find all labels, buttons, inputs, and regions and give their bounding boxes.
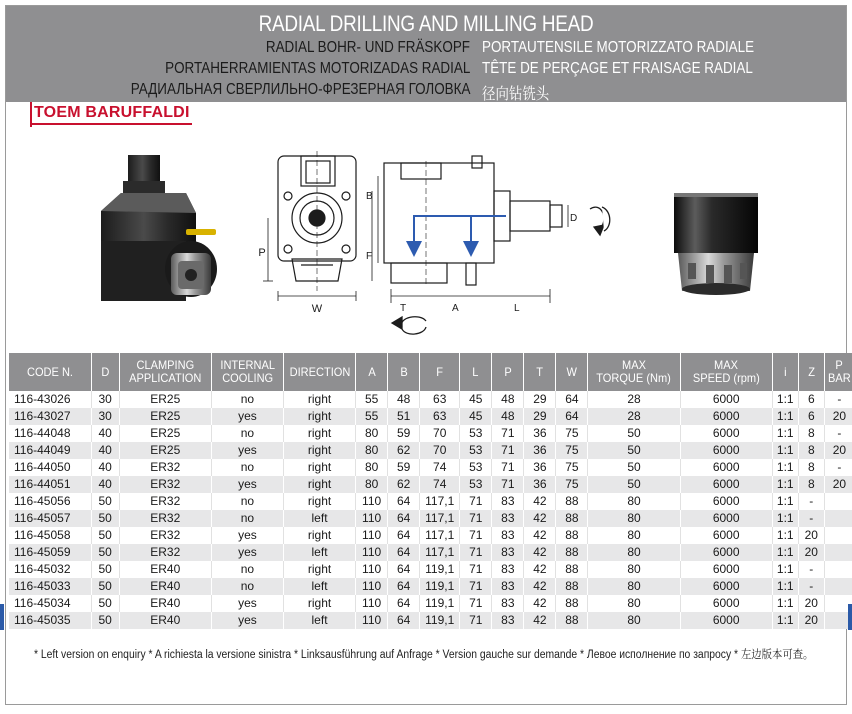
table-cell: 71: [460, 612, 492, 629]
table-cell: 80: [588, 578, 680, 595]
table-cell: 119,1: [420, 578, 460, 595]
table-cell: 110: [356, 612, 388, 629]
table-row: [9, 527, 852, 544]
table-cell: 71: [460, 595, 492, 612]
product-code-cell: 116-45034: [9, 595, 91, 612]
column-header: MAX TORQUE (Nm): [588, 353, 680, 391]
table-cell: 20: [824, 408, 852, 425]
table-cell: 110: [356, 561, 388, 578]
table-cell: 8: [798, 425, 824, 442]
table-cell: 6000: [680, 544, 772, 561]
table-row: [9, 544, 852, 561]
table-cell: [824, 544, 852, 561]
title-fr: TÊTE DE PERÇAGE ET FRAISAGE RADIAL: [482, 60, 753, 77]
table-cell: 50: [588, 442, 680, 459]
table-cell: 117,1: [420, 493, 460, 510]
table-cell: 40: [91, 425, 119, 442]
table-cell: 6: [798, 391, 824, 408]
table-cell: 119,1: [420, 595, 460, 612]
table-cell: 36: [524, 459, 556, 476]
table-cell: 8: [798, 442, 824, 459]
product-code-cell: 116-43026: [9, 391, 91, 408]
table-cell: right: [283, 459, 355, 476]
table-cell: 50: [91, 561, 119, 578]
table-cell: 1:1: [772, 425, 798, 442]
table-cell: ER32: [119, 527, 211, 544]
table-cell: left: [283, 578, 355, 595]
table-cell: [824, 510, 852, 527]
table-cell: 71: [460, 561, 492, 578]
table-cell: yes: [211, 442, 283, 459]
table-cell: 29: [524, 408, 556, 425]
left-page-tab: [0, 604, 4, 630]
table-cell: no: [211, 493, 283, 510]
table-cell: 83: [492, 578, 524, 595]
column-header: i: [772, 353, 798, 391]
table-cell: 88: [556, 510, 588, 527]
table-cell: 80: [588, 510, 680, 527]
column-header: P BAR: [824, 353, 852, 391]
product-code-cell: 116-45056: [9, 493, 91, 510]
footnote: * Left version on enquiry * A richiesta la versione sinistra * Linksausführung auf Anfrage * Version gauche sur demande * Левое исполнение по запросу * 左边版本可查。: [34, 649, 814, 661]
table-cell: 88: [556, 578, 588, 595]
table-cell: no: [211, 561, 283, 578]
product-code-cell: 116-45033: [9, 578, 91, 595]
catalog-page: [5, 5, 851, 705]
table-cell: 71: [492, 425, 524, 442]
column-header: T: [524, 353, 556, 391]
table-cell: 110: [356, 527, 388, 544]
table-cell: 1:1: [772, 459, 798, 476]
table-cell: 42: [524, 510, 556, 527]
table-cell: 80: [588, 544, 680, 561]
table-cell: 80: [588, 493, 680, 510]
table-cell: 110: [356, 544, 388, 561]
column-header: DIRECTION: [283, 353, 355, 391]
table-cell: 75: [556, 442, 588, 459]
table-cell: 62: [388, 476, 420, 493]
product-code-cell: 116-44050: [9, 459, 91, 476]
table-body: [9, 391, 852, 629]
product-code-cell: 116-45057: [9, 510, 91, 527]
table-cell: 53: [460, 442, 492, 459]
table-cell: 6000: [680, 408, 772, 425]
product-photo-head: [101, 155, 217, 301]
column-header: F: [420, 353, 460, 391]
table-cell: 59: [388, 459, 420, 476]
table-cell: 64: [556, 408, 588, 425]
table-cell: 6000: [680, 578, 772, 595]
table-header-row: [9, 353, 852, 391]
title-zh: 径向钻铣头: [482, 86, 550, 103]
title-ru: РАДИАЛЬНАЯ СВЕРЛИЛЬНО-ФРЕЗЕРНАЯ ГОЛОВКА: [130, 81, 470, 98]
table-cell: 80: [588, 527, 680, 544]
table-cell: 75: [556, 476, 588, 493]
product-code-cell: 116-44049: [9, 442, 91, 459]
table-cell: 6000: [680, 493, 772, 510]
table-cell: left: [283, 612, 355, 629]
table-cell: 6000: [680, 442, 772, 459]
page-title: RADIAL DRILLING AND MILLING HEAD: [258, 11, 594, 36]
table-cell: 45: [460, 391, 492, 408]
table-cell: 1:1: [772, 493, 798, 510]
front-view-drawing: [263, 151, 356, 301]
table-cell: 88: [556, 527, 588, 544]
table-cell: 88: [556, 612, 588, 629]
table-cell: 70: [420, 425, 460, 442]
table-cell: 63: [420, 408, 460, 425]
product-drawings: [6, 131, 846, 353]
table-cell: 110: [356, 595, 388, 612]
table-cell: ER40: [119, 612, 211, 629]
table-cell: no: [211, 578, 283, 595]
product-code-cell: 116-44051: [9, 476, 91, 493]
table-cell: 117,1: [420, 510, 460, 527]
table-cell: 6000: [680, 425, 772, 442]
table-cell: no: [211, 510, 283, 527]
table-cell: 83: [492, 493, 524, 510]
table-cell: 20: [798, 612, 824, 629]
table-cell: 1:1: [772, 408, 798, 425]
table-cell: 28: [588, 408, 680, 425]
table-cell: 42: [524, 527, 556, 544]
table-row: [9, 578, 852, 595]
table-cell: 42: [524, 595, 556, 612]
table-cell: 1:1: [772, 612, 798, 629]
table-cell: 40: [91, 459, 119, 476]
table-cell: ER32: [119, 459, 211, 476]
table-cell: 117,1: [420, 527, 460, 544]
table-cell: ER40: [119, 561, 211, 578]
table-cell: 119,1: [420, 612, 460, 629]
table-cell: 71: [460, 493, 492, 510]
table-cell: right: [283, 595, 355, 612]
table-cell: 28: [588, 391, 680, 408]
table-cell: 71: [460, 578, 492, 595]
table-row: [9, 561, 852, 578]
table-cell: yes: [211, 595, 283, 612]
table-cell: 53: [460, 459, 492, 476]
table-cell: 6000: [680, 391, 772, 408]
table-cell: ER40: [119, 595, 211, 612]
rotation-arrow-bottom-icon: [392, 317, 426, 334]
table-cell: 64: [388, 493, 420, 510]
table-cell: yes: [211, 476, 283, 493]
table-cell: 50: [91, 612, 119, 629]
table-row: [9, 425, 852, 442]
product-code-cell: 116-43027: [9, 408, 91, 425]
table-cell: [824, 493, 852, 510]
table-cell: 64: [388, 527, 420, 544]
table-row: [9, 391, 852, 408]
dim-label-b: B: [366, 191, 373, 202]
table-cell: -: [798, 578, 824, 595]
table-cell: 88: [556, 544, 588, 561]
table-cell: 6000: [680, 595, 772, 612]
table-cell: 20: [798, 527, 824, 544]
table-cell: ER32: [119, 510, 211, 527]
table-cell: 20: [824, 442, 852, 459]
table-cell: 71: [492, 476, 524, 493]
table-cell: 83: [492, 561, 524, 578]
table-cell: 51: [388, 408, 420, 425]
table-cell: 64: [388, 578, 420, 595]
table-cell: 50: [91, 527, 119, 544]
dim-label-l: L: [514, 303, 520, 314]
table-cell: 62: [388, 442, 420, 459]
table-cell: right: [283, 425, 355, 442]
table-cell: 55: [356, 391, 388, 408]
table-cell: 83: [492, 612, 524, 629]
table-cell: yes: [211, 544, 283, 561]
table-cell: 74: [420, 476, 460, 493]
table-cell: right: [283, 527, 355, 544]
title-it: PORTAUTENSILE MOTORIZZATO RADIALE: [482, 39, 755, 56]
table-cell: 36: [524, 425, 556, 442]
table-cell: right: [283, 391, 355, 408]
table-cell: -: [824, 459, 852, 476]
table-cell: 1:1: [772, 595, 798, 612]
table-cell: 71: [492, 459, 524, 476]
table-cell: -: [798, 493, 824, 510]
column-header: Z: [798, 353, 824, 391]
table-cell: ER25: [119, 408, 211, 425]
table-cell: [824, 561, 852, 578]
table-cell: 83: [492, 510, 524, 527]
table-row: [9, 408, 852, 425]
product-code-cell: 116-45059: [9, 544, 91, 561]
table-cell: -: [824, 425, 852, 442]
table-cell: -: [824, 391, 852, 408]
table-cell: 80: [588, 612, 680, 629]
table-cell: 1:1: [772, 442, 798, 459]
table-cell: 42: [524, 578, 556, 595]
table-cell: 64: [388, 544, 420, 561]
table-cell: 6000: [680, 459, 772, 476]
table-cell: 75: [556, 459, 588, 476]
table-cell: 8: [798, 476, 824, 493]
table-cell: 50: [91, 595, 119, 612]
table-cell: 80: [356, 459, 388, 476]
table-cell: 30: [91, 391, 119, 408]
table-cell: 119,1: [420, 561, 460, 578]
table-cell: 88: [556, 561, 588, 578]
table-cell: 40: [91, 442, 119, 459]
table-cell: 50: [91, 510, 119, 527]
table-cell: 1:1: [772, 527, 798, 544]
dim-label-f: F: [366, 251, 373, 262]
table-cell: 36: [524, 442, 556, 459]
table-cell: 6000: [680, 476, 772, 493]
column-header: CODE N.: [9, 353, 91, 391]
table-cell: 50: [91, 544, 119, 561]
table-cell: 42: [524, 544, 556, 561]
table-cell: right: [283, 476, 355, 493]
column-header: A: [356, 353, 388, 391]
table-cell: 48: [492, 391, 524, 408]
table-cell: yes: [211, 527, 283, 544]
table-cell: 110: [356, 493, 388, 510]
table-cell: right: [283, 493, 355, 510]
table-cell: 71: [492, 442, 524, 459]
table-cell: 50: [91, 493, 119, 510]
table-row: [9, 612, 852, 629]
title-es: PORTAHERRAMIENTAS MOTORIZADAS RADIAL: [164, 60, 470, 77]
table-cell: left: [283, 544, 355, 561]
table-cell: 29: [524, 391, 556, 408]
table-cell: 42: [524, 493, 556, 510]
table-cell: 42: [524, 612, 556, 629]
table-row: [9, 510, 852, 527]
table-cell: 1:1: [772, 544, 798, 561]
table-row: [9, 493, 852, 510]
dim-label-d: D: [570, 213, 578, 224]
product-code-cell: 116-45035: [9, 612, 91, 629]
table-cell: 117,1: [420, 544, 460, 561]
table-cell: no: [211, 425, 283, 442]
table-cell: 88: [556, 595, 588, 612]
right-page-tab: [848, 604, 852, 630]
table-cell: 64: [388, 510, 420, 527]
table-cell: 71: [460, 527, 492, 544]
table-cell: yes: [211, 408, 283, 425]
table-row: [9, 442, 852, 459]
column-header: B: [388, 353, 420, 391]
table-cell: 88: [556, 493, 588, 510]
table-row: [9, 476, 852, 493]
dim-label-p: P: [258, 247, 266, 259]
table-cell: 6000: [680, 561, 772, 578]
table-cell: 110: [356, 578, 388, 595]
table-cell: 48: [388, 391, 420, 408]
table-cell: 55: [356, 408, 388, 425]
column-header: L: [460, 353, 492, 391]
title-de: RADIAL BOHR- UND FRÄSKOPF: [265, 39, 470, 56]
table-cell: 80: [356, 425, 388, 442]
table-cell: 50: [588, 476, 680, 493]
table-cell: 30: [91, 408, 119, 425]
table-cell: 6000: [680, 612, 772, 629]
table-cell: 20: [824, 476, 852, 493]
product-photo-collet: [674, 193, 758, 295]
column-header: MAX SPEED (rpm): [680, 353, 772, 391]
table-cell: 80: [356, 442, 388, 459]
table-cell: left: [283, 510, 355, 527]
table-cell: 20: [798, 595, 824, 612]
dim-label-t: T: [400, 303, 407, 314]
table-cell: 20: [798, 544, 824, 561]
table-cell: no: [211, 459, 283, 476]
table-cell: 40: [91, 476, 119, 493]
specs-table: [9, 353, 852, 629]
table-cell: 83: [492, 527, 524, 544]
product-code-cell: 116-44048: [9, 425, 91, 442]
table-cell: 80: [588, 561, 680, 578]
rotation-arrow-icon: [590, 207, 610, 235]
table-cell: ER40: [119, 578, 211, 595]
table-cell: no: [211, 391, 283, 408]
dim-label-a: A: [452, 303, 459, 314]
table-cell: 1:1: [772, 578, 798, 595]
table-cell: ER25: [119, 425, 211, 442]
dim-label-w: W: [311, 303, 323, 315]
table-cell: ER32: [119, 476, 211, 493]
table-cell: 74: [420, 459, 460, 476]
column-header: P: [492, 353, 524, 391]
table-cell: 75: [556, 425, 588, 442]
table-cell: ER25: [119, 391, 211, 408]
table-cell: ER32: [119, 493, 211, 510]
table-cell: 1:1: [772, 391, 798, 408]
table-cell: 50: [588, 425, 680, 442]
table-cell: 6000: [680, 510, 772, 527]
table-cell: 48: [492, 408, 524, 425]
table-cell: 110: [356, 510, 388, 527]
table-cell: 64: [556, 391, 588, 408]
table-cell: 71: [460, 544, 492, 561]
column-header: INTERNAL COOLING: [211, 353, 283, 391]
flow-arrows: [414, 216, 506, 249]
table-row: [9, 459, 852, 476]
table-cell: 6000: [680, 527, 772, 544]
table-cell: ER25: [119, 442, 211, 459]
column-header: CLAMPING APPLICATION: [119, 353, 211, 391]
table-cell: 63: [420, 391, 460, 408]
table-row: [9, 595, 852, 612]
product-code-cell: 116-45058: [9, 527, 91, 544]
column-header: W: [556, 353, 588, 391]
table-cell: 53: [460, 476, 492, 493]
brand-logo-text: TOEM BARUFFALDI: [32, 104, 192, 125]
table-cell: 64: [388, 561, 420, 578]
table-cell: [824, 578, 852, 595]
table-cell: 53: [460, 425, 492, 442]
table-cell: yes: [211, 612, 283, 629]
table-cell: 45: [460, 408, 492, 425]
table-cell: right: [283, 408, 355, 425]
table-cell: 1:1: [772, 561, 798, 578]
table-cell: 64: [388, 612, 420, 629]
table-cell: 59: [388, 425, 420, 442]
table-cell: 50: [588, 459, 680, 476]
table-cell: 1:1: [772, 510, 798, 527]
table-cell: 8: [798, 459, 824, 476]
column-header: D: [91, 353, 119, 391]
table-cell: 42: [524, 561, 556, 578]
table-cell: 83: [492, 544, 524, 561]
table-cell: 70: [420, 442, 460, 459]
table-cell: 1:1: [772, 476, 798, 493]
table-cell: right: [283, 561, 355, 578]
table-cell: 83: [492, 595, 524, 612]
table-cell: 6: [798, 408, 824, 425]
table-cell: [824, 527, 852, 544]
product-code-cell: 116-45032: [9, 561, 91, 578]
table-cell: 80: [356, 476, 388, 493]
table-cell: -: [798, 561, 824, 578]
table-cell: ER32: [119, 544, 211, 561]
table-cell: 80: [588, 595, 680, 612]
table-cell: -: [798, 510, 824, 527]
table-cell: 50: [91, 578, 119, 595]
table-cell: 64: [388, 595, 420, 612]
table-cell: 71: [460, 510, 492, 527]
table-cell: right: [283, 442, 355, 459]
header-band: [6, 6, 846, 102]
table-cell: 36: [524, 476, 556, 493]
